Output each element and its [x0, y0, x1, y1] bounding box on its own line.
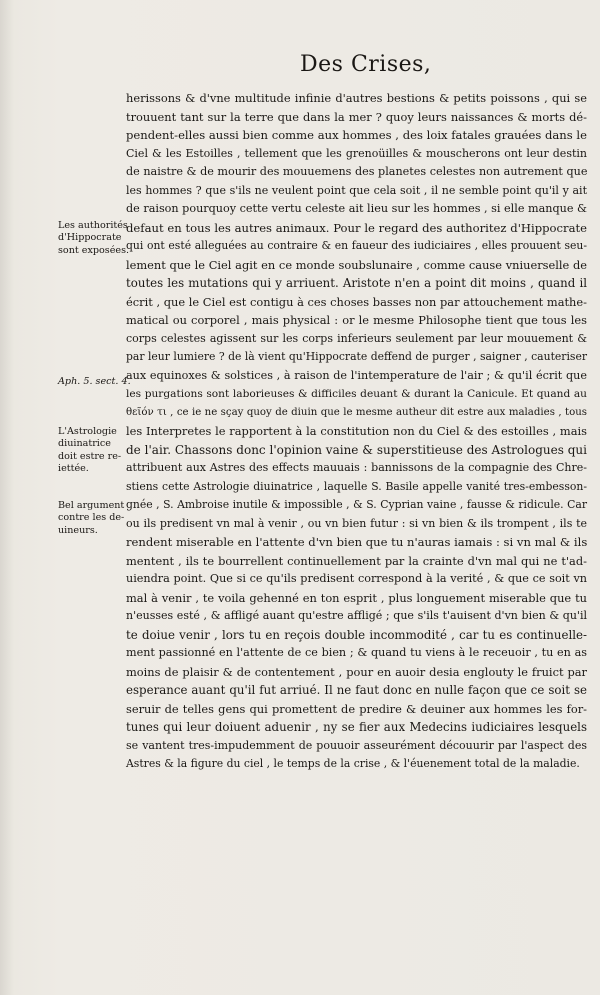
text-line: de raison pourquoy cette vertu celeste ait lieu sur les hommes , si elle manque & — [126, 202, 587, 215]
margin-note-line: iettée. — [58, 463, 89, 475]
margin-note-line: Aph. 5. sect. 4. — [58, 376, 131, 387]
margin-note-line: doit estre re- — [58, 450, 122, 462]
text-line: ment passionné en l'attente de ce bien ; & quand tu viens à le receuoir , tu en as — [126, 646, 587, 659]
text-line: Astres & la figure du ciel , le temps de la crise , & l'éuenement total de la maladie. — [126, 757, 580, 770]
text-line: aux equinoxes & solstices , à raison de l'intemperature de l'air ; & qu'il écrit que — [126, 368, 587, 382]
text-line: θεῖόν τι , ce ie ne sçay quoy de diuin que le mesme autheur dit estre aux maladies , tous — [126, 406, 587, 418]
margin-note-line: Bel argument — [58, 500, 125, 511]
margin-note-aphorism — [58, 376, 131, 388]
text-line: écrit , que le Ciel est contigu à ces choses basses non par attouchement mathe- — [126, 294, 587, 309]
text-line: qui ont esté alleguées au contraire & en faueur des iudiciaires , elles prouuent seu- — [126, 239, 587, 252]
text-line: esperance auant qu'il fut arriué. Il ne faut donc en nulle façon que ce soit se — [126, 683, 587, 697]
text-line: les hommes ? que s'ils ne veulent point que cela soit , il ne semble point qu'il y ait — [126, 183, 587, 197]
body-text — [126, 89, 587, 774]
margin-note-line: Les authorités — [58, 220, 128, 231]
text-line: lement que le Ciel agit en ce monde soubslunaire , comme cause vniuerselle de — [126, 257, 587, 272]
text-line: de naistre & de mourir des mouuemens des planetes celestes non autrement que — [126, 165, 588, 178]
text-line: mentent , ils te bourrellent continuellement par la crainte d'vn mal qui ne t'ad- — [126, 553, 587, 568]
text-line: stiens cette Astrologie diuinatrice , laquelle S. Basile appelle vanité tres-embesson- — [126, 479, 587, 493]
text-line: trouuent tant sur la terre que dans la mer ? quoy leurs naissances & morts dé- — [126, 109, 587, 124]
text-line: toutes les mutations qui y arriuent. Aristote n'en a point dit moins , quand il — [126, 276, 587, 290]
text-line: corps celestes agissent sur les corps inferieurs seulement par leur mouuement & — [126, 331, 587, 345]
margin-note-line: diuinatrice — [58, 438, 111, 450]
text-line: gnée , S. Ambroise inutile & impossible , & S. Cyprian vaine , fausse & ridicule. Car — [126, 498, 587, 511]
text-line: matical ou corporel , mais physical : or le mesme Philosophe tient que tous les — [126, 313, 587, 327]
margin-note-line: L'Astrologie — [58, 426, 117, 437]
text-line: te doiue venir , lors tu en reçois double incommodité , car tu es continuelle- — [126, 627, 587, 642]
text-line: defaut en tous les autres animaux. Pour le regard des authoritez d'Hippocrate — [126, 220, 587, 235]
text-line: herissons & d'vne multitude infinie d'autres bestions & petits poissons , qui se — [126, 91, 587, 105]
margin-note-line: uineurs. — [58, 524, 98, 536]
text-line: pendent-elles aussi bien comme aux hommes , des loix fatales grauées dans le — [126, 128, 587, 142]
text-line: seruir de telles gens qui promettent de predire & deuiner aux hommes les for- — [126, 701, 587, 716]
text-line: les Interpretes le rapportent à la constitution non du Ciel & des estoilles , mais — [126, 424, 587, 438]
text-line: ou ils predisent vn mal à venir , ou vn bien futur : si vn bien & ils trompent , ils te — [126, 516, 587, 530]
margin-note-line: d'Hippocrate — [58, 232, 122, 244]
running-head: Des Crises, — [300, 52, 432, 77]
text-line: tunes qui leur doiuent aduenir , ny se fier aux Medecins iudiciaires lesquels — [126, 720, 587, 734]
margin-note-line: sont exposées. — [58, 244, 130, 256]
text-line: attribuent aux Astres des effects mauuais : bannissons de la compagnie des Chre- — [126, 461, 587, 474]
text-line: mal à venir , te voila gehenné en ton esprit , plus longuement miserable que tu — [126, 590, 587, 605]
margin-note-authorities — [58, 220, 128, 257]
text-line: n'eusses esté , & affligé auant qu'estre affligé ; que s'ils t'auisent d'vn bien & qu'il — [126, 609, 587, 622]
text-line: les purgations sont laborieuses & difficiles deuant & durant la Canicule. Et quand au — [126, 388, 587, 400]
text-line: par leur lumiere ? de là vient qu'Hippocrate deffend de purger , saigner , cauteriser — [126, 350, 587, 363]
margin-note-astrology — [58, 426, 128, 476]
margin-note-argument — [58, 500, 128, 537]
text-line: moins de plaisir & de contentement , pour en auoir desia englouty le fruict par — [126, 664, 587, 679]
text-line: rendent miserable en l'attente d'vn bien que tu n'auras iamais : si vn mal & ils — [126, 535, 588, 549]
text-line: se vantent tres-impudemment de pouuoir asseurément découurir par l'aspect des — [126, 738, 587, 752]
text-line: Ciel & les Estoilles , tellement que les grenoüilles & mouscherons ont leur destin — [126, 146, 587, 160]
text-line: de l'air. Chassons donc l'opinion vaine & superstitieuse des Astrologues qui — [126, 442, 587, 457]
text-line: uiendra point. Que si ce qu'ils predisent correspond à la verité , & que ce soit vn — [126, 572, 587, 585]
margin-note-line: contre les de- — [58, 512, 125, 524]
